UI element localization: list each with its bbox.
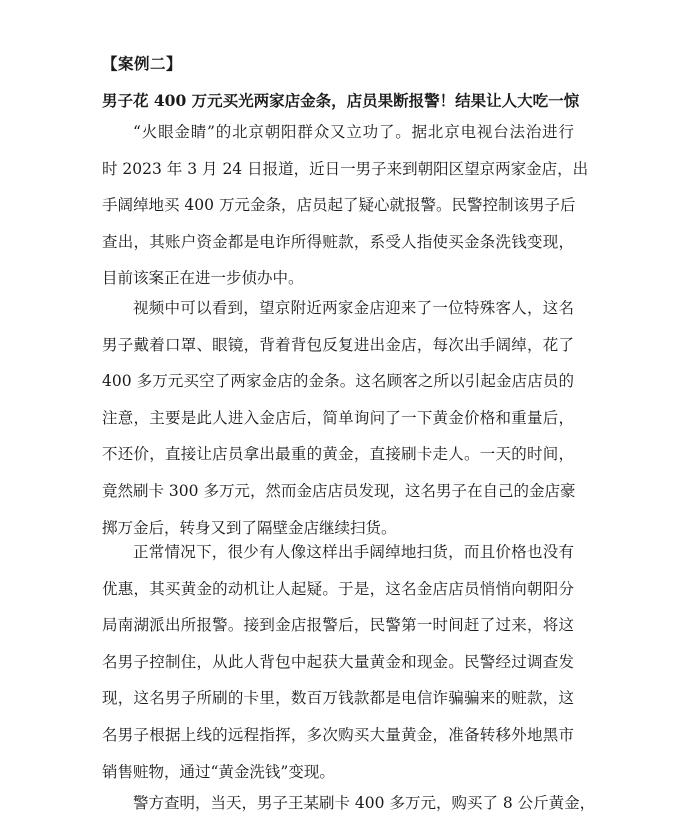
paragraph-4 bbox=[102, 785, 596, 822]
paragraph-line: 时 2023 年 3 月 24 日报道，近日一男子来到朝阳区望京两家金店，出 bbox=[102, 159, 589, 178]
case-label: 【案例二】 bbox=[102, 54, 183, 73]
paragraph-line: 不还价，直接让店员拿出最重的黄金，直接刷卡走人。一天的时间， bbox=[102, 445, 574, 464]
paragraph-line: 名男子控制住，从此人背包中起获大量黄金和现金。民警经过调查发 bbox=[102, 652, 574, 671]
paragraph-line: 查出，其账户资金都是电诈所得赃款，系受人指使买金条洗钱变现， bbox=[102, 232, 574, 251]
paragraph-line: 警方查明，当天，男子王某刷卡 400 多万元，购买了 8 公斤黄金， bbox=[133, 794, 596, 812]
paragraph-line: 目前该案正在进一步侦办中。 bbox=[102, 269, 304, 288]
paragraph-line: 400 多万元买空了两家金店的金条。这名顾客之所以引起金店店员的 bbox=[102, 372, 574, 391]
paragraph-line: 竟然刷卡 300 多万元，然而金店店员发现，这名男子在自己的金店豪 bbox=[102, 481, 576, 500]
paragraph-line: 注意，主要是此人进入金店后，简单询问了一下黄金价格和重量后， bbox=[102, 408, 574, 427]
paragraph-1 bbox=[102, 114, 589, 297]
paragraph-line: 掷万金后，转身又到了隔壁金店继续扫货。 bbox=[102, 518, 397, 537]
paragraph-line: 正常情况下，很少有人像这样出手阔绰地扫货，而且价格也没有 bbox=[133, 543, 574, 561]
paragraph-line: 名男子根据上线的远程指挥，多次购买大量黄金，准备转移外地黑市 bbox=[102, 725, 574, 744]
paragraph-line: 男子戴着口罩、眼镜，背着背包反复进出金店，每次出手阔绰，花了 bbox=[102, 335, 574, 354]
paragraph-line: “火眼金睛”的北京朝阳群众又立功了。据北京电视台法治进行 bbox=[133, 123, 574, 141]
paragraph-line: 局南湖派出所报警。接到金店报警后，民警第一时间赶了过来，将这 bbox=[102, 616, 574, 635]
paragraph-3 bbox=[102, 534, 574, 790]
headline: 男子花 400 万元买光两家店金条，店员果断报警！结果让人大吃一惊 bbox=[102, 91, 580, 110]
paragraph-line: 销售赃物，通过“黄金洗钱”变现。 bbox=[102, 762, 335, 781]
paragraph-line: 视频中可以看到，望京附近两家金店迎来了一位特殊客人，这名 bbox=[133, 299, 574, 317]
paragraph-2 bbox=[102, 290, 574, 546]
paragraph-line: 手阔绰地买 400 万元金条，店员起了疑心就报警。民警控制该男子后 bbox=[102, 196, 576, 215]
paragraph-line: 现，这名男子所刷的卡里，数百万钱款都是电信诈骗骗来的赃款，这 bbox=[102, 689, 574, 708]
paragraph-line: 优惠，其买黄金的动机让人起疑。于是，这名金店店员悄悄向朝阳分 bbox=[102, 579, 574, 598]
